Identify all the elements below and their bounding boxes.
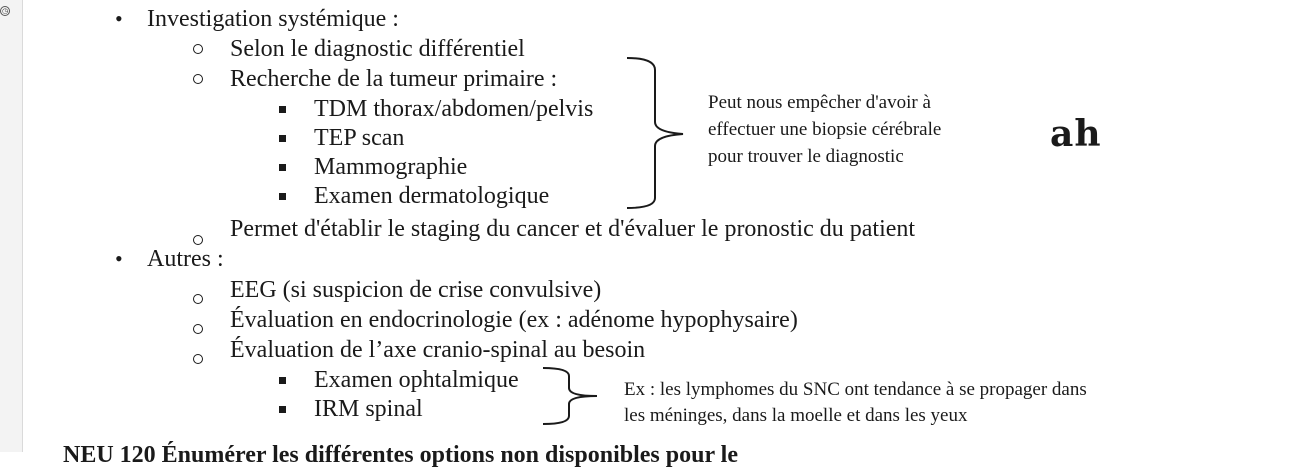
outline-l2-eeg: EEG (si suspicion de crise convulsive) [230, 277, 602, 303]
bullet-circle [193, 235, 203, 245]
biopsy-note-line: pour trouver le diagnostic [708, 146, 904, 167]
bullet-circle [193, 324, 203, 334]
outline-l1-investigation: Investigation systémique : [147, 6, 399, 32]
bullet-circle [193, 294, 203, 304]
outline-l2-recherche: Recherche de la tumeur primaire : [230, 66, 558, 92]
bullet-square [279, 164, 286, 171]
next-section-heading: NEU 120 Énumérer les différentes options non disponibles pour le [63, 442, 738, 468]
bullet-square [279, 135, 286, 142]
bullet-square [279, 193, 286, 200]
biopsy-note-line: Peut nous empêcher d'avoir à [708, 92, 931, 113]
outline-l3-mammo: Mammographie [314, 154, 468, 180]
ah-annotation: ah [1050, 113, 1102, 155]
bullet-square [279, 377, 286, 384]
lymphoma-note-line: les méninges, dans la moelle et dans les yeux [624, 405, 968, 426]
lymphoma-note-line: Ex : les lymphomes du SNC ont tendance à se propager dans [624, 379, 1087, 400]
outline-l2-endo: Évaluation en endocrinologie (ex : adénome hypophysaire) [230, 307, 798, 333]
bullet-square [279, 106, 286, 113]
bullet-circle [193, 354, 203, 364]
clock-icon[interactable]: ◷ [1, 7, 9, 15]
bullet-dot: • [115, 6, 123, 31]
right-brace [623, 56, 687, 212]
document-page [23, 0, 1315, 468]
right-brace [541, 366, 605, 428]
outline-l3-tdm: TDM thorax/abdomen/pelvis [314, 96, 594, 122]
bullet-circle [193, 44, 203, 54]
outline-l3-dermato: Examen dermatologique [314, 183, 550, 209]
outline-l2-staging: Permet d'établir le staging du cancer et d'évaluer le pronostic du patient [230, 216, 916, 242]
bullet-square [279, 406, 286, 413]
bullet-circle [193, 74, 203, 84]
outline-l3-tep: TEP scan [314, 125, 405, 151]
biopsy-note-line: effectuer une biopsie cérébrale [708, 119, 942, 140]
outline-l3-irm: IRM spinal [314, 396, 423, 422]
outline-l1-autres: Autres : [147, 246, 224, 272]
bullet-dot: • [115, 246, 123, 271]
left-gutter [0, 0, 23, 452]
outline-l2-axe: Évaluation de l’axe cranio-spinal au besoin [230, 337, 646, 363]
outline-l2-selon: Selon le diagnostic différentiel [230, 36, 525, 62]
outline-l3-ophtal: Examen ophtalmique [314, 367, 519, 393]
